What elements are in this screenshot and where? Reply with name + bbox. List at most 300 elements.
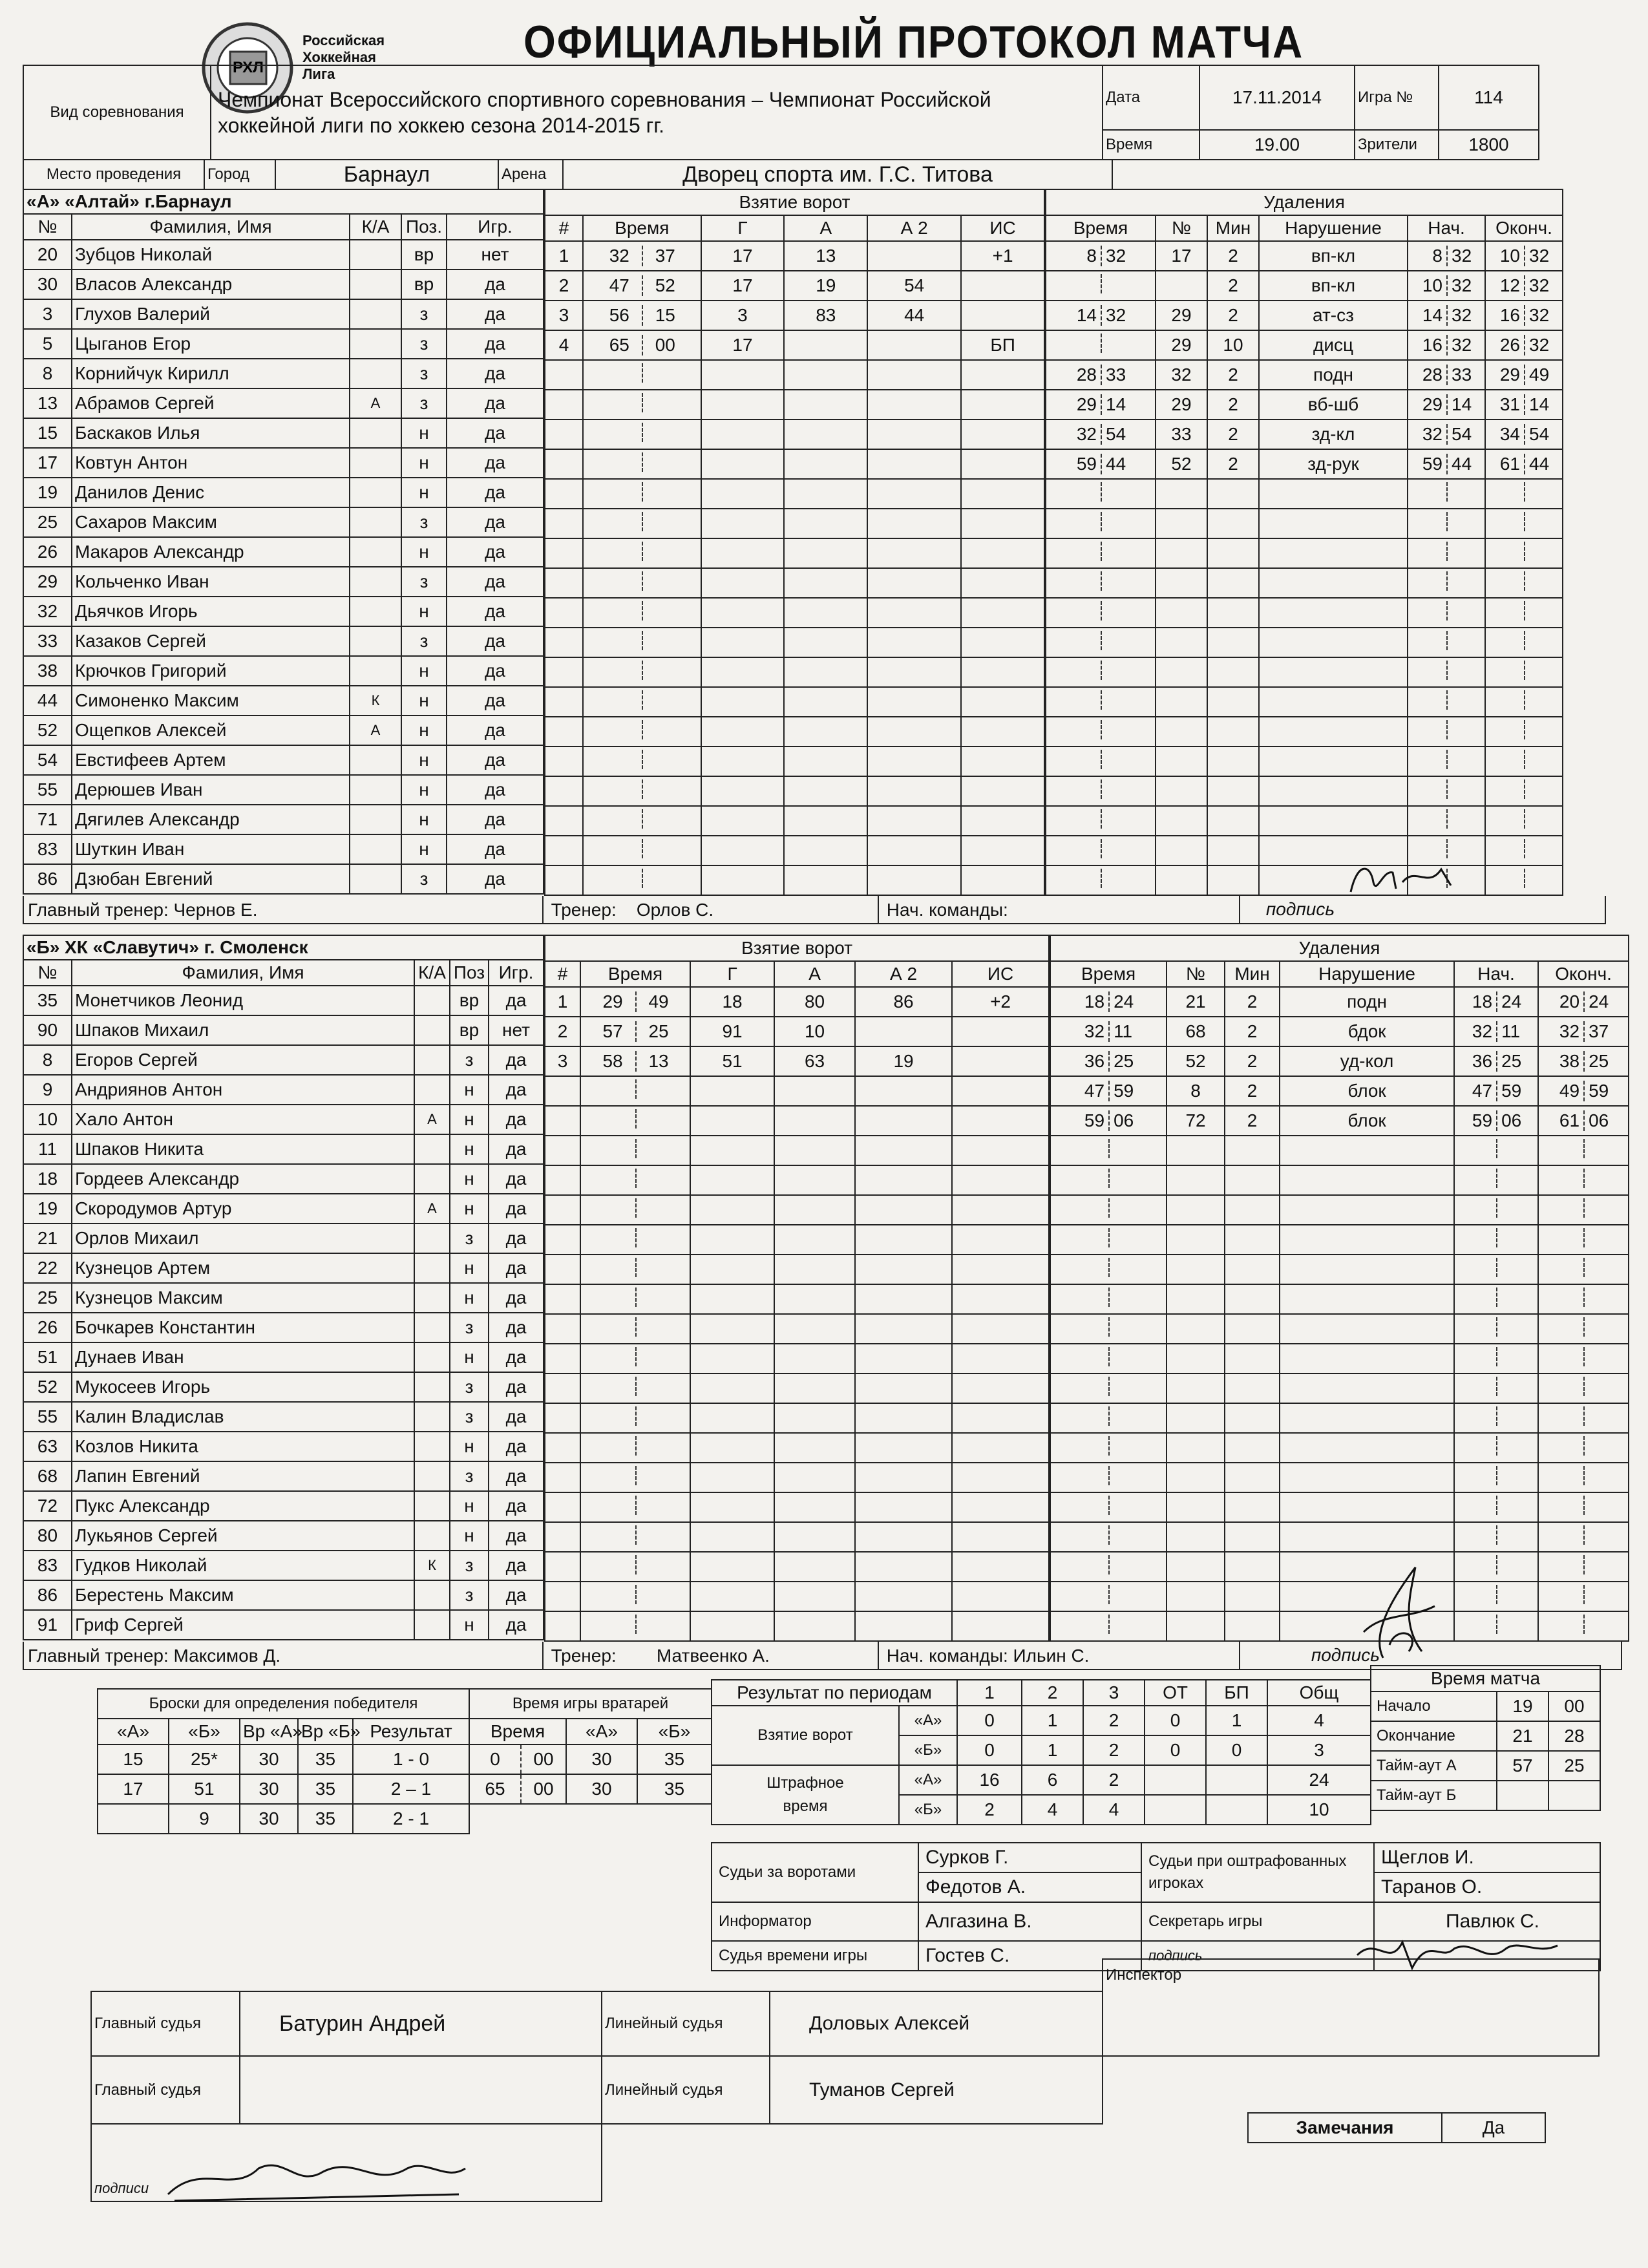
gk-cell: 65 bbox=[469, 1774, 521, 1804]
goal-sep bbox=[642, 542, 687, 561]
player-number: 72 bbox=[23, 1491, 72, 1521]
pen-end-min: 61 bbox=[1499, 454, 1521, 474]
pen-start-sec bbox=[1496, 1585, 1534, 1604]
player-position: з bbox=[401, 626, 447, 656]
player-role bbox=[414, 1134, 450, 1164]
pen-start bbox=[1454, 1433, 1538, 1463]
player-name: Гордеев Александр bbox=[72, 1164, 414, 1194]
match-time-min bbox=[1497, 1781, 1548, 1810]
player-position: н bbox=[450, 1075, 489, 1105]
goal-cell bbox=[855, 1611, 952, 1641]
pen-start bbox=[1454, 1344, 1538, 1373]
player-role: К bbox=[350, 686, 401, 715]
pen-start-sec bbox=[1496, 1139, 1534, 1158]
pen-time-sec: 14 bbox=[1101, 394, 1150, 415]
pen-time-sec bbox=[1108, 1169, 1161, 1188]
date-value: 17.11.2014 bbox=[1199, 65, 1355, 130]
player-played: да bbox=[489, 1372, 544, 1402]
pen-player: 33 bbox=[1156, 419, 1207, 449]
goal-sep bbox=[635, 1139, 681, 1158]
goal-no bbox=[545, 360, 583, 390]
table-row bbox=[23, 715, 544, 745]
pen-player: 29 bbox=[1156, 330, 1207, 360]
pen-minutes bbox=[1225, 1373, 1280, 1403]
goal-cell bbox=[774, 1106, 855, 1136]
pen-time bbox=[1050, 1463, 1167, 1492]
signature-secretary bbox=[1351, 1929, 1564, 1975]
table-row bbox=[545, 865, 1044, 895]
pen-end bbox=[1485, 717, 1563, 747]
player-role: К bbox=[414, 1551, 450, 1580]
timekeeper-label: Судья времени игры bbox=[712, 1941, 918, 1971]
pen-minutes bbox=[1225, 1522, 1280, 1552]
pen-minutes: 2 bbox=[1225, 1076, 1280, 1106]
goal-no bbox=[545, 776, 583, 806]
pen-end bbox=[1485, 747, 1563, 776]
table-row bbox=[23, 567, 544, 597]
game-no-value: 114 bbox=[1439, 65, 1539, 130]
goal-cell bbox=[784, 776, 867, 806]
table-row bbox=[23, 1253, 544, 1283]
goal-no bbox=[545, 1373, 580, 1403]
match-time-label: Начало bbox=[1371, 1691, 1497, 1721]
goal-cell bbox=[961, 449, 1044, 479]
goals-title: Взятие ворот bbox=[545, 935, 1049, 961]
pen-minutes bbox=[1207, 687, 1259, 717]
pen-minutes bbox=[1207, 806, 1259, 836]
goal-cell bbox=[784, 568, 867, 598]
coach-label: Тренер: bbox=[551, 1646, 617, 1666]
pen-player bbox=[1156, 538, 1207, 568]
timekeeper: Гостев С. bbox=[918, 1941, 1141, 1971]
goal-cell bbox=[690, 1492, 774, 1522]
table-row bbox=[545, 657, 1044, 687]
player-role: А bbox=[350, 715, 401, 745]
player-number: 86 bbox=[23, 1580, 72, 1610]
pen-time bbox=[1050, 1403, 1167, 1433]
pen-minutes: 2 bbox=[1207, 271, 1259, 301]
player-position: н bbox=[450, 1253, 489, 1283]
goal-min: 29 bbox=[602, 991, 623, 1012]
table-row bbox=[545, 509, 1044, 538]
pen-time bbox=[1050, 987, 1167, 1017]
signature-b bbox=[1344, 1554, 1448, 1664]
goal-sep bbox=[635, 1585, 681, 1604]
match-time-min: 57 bbox=[1497, 1751, 1548, 1781]
goal-min: 47 bbox=[609, 275, 629, 295]
pen-time bbox=[1050, 1136, 1167, 1165]
col-name: Фамилия, Имя bbox=[72, 214, 350, 240]
table-row bbox=[23, 448, 544, 478]
player-number: 3 bbox=[23, 299, 72, 329]
player-position: з bbox=[401, 507, 447, 537]
pen-start bbox=[1408, 509, 1485, 538]
pen-start-min: 47 bbox=[1472, 1081, 1493, 1101]
col: Вр «А» bbox=[240, 1719, 298, 1744]
pen-end bbox=[1538, 1522, 1629, 1552]
table-row bbox=[545, 747, 1044, 776]
player-played: да bbox=[447, 270, 544, 299]
goal-sec: 25 bbox=[635, 1021, 681, 1042]
goal-cell bbox=[867, 509, 961, 538]
player-name: Шуткин Иван bbox=[72, 834, 350, 864]
shootout-cell: 17 bbox=[98, 1774, 169, 1804]
time-label: Время bbox=[1103, 130, 1199, 160]
cell: 4 bbox=[1022, 1795, 1083, 1825]
secretary: Павлюк С. bbox=[1374, 1902, 1600, 1941]
player-position: н bbox=[401, 537, 447, 567]
goal-cell bbox=[774, 1314, 855, 1344]
table-row bbox=[545, 987, 1049, 1017]
goal-cell bbox=[701, 865, 785, 895]
goal-cell bbox=[784, 628, 867, 657]
goal-cell bbox=[855, 1403, 952, 1433]
pen-end bbox=[1485, 568, 1563, 598]
goal-cell bbox=[690, 1611, 774, 1641]
pen-violation bbox=[1259, 657, 1408, 687]
pen-start bbox=[1408, 271, 1485, 301]
player-role bbox=[350, 507, 401, 537]
player-name: Кольченко Иван bbox=[72, 567, 350, 597]
pen-violation bbox=[1280, 1195, 1454, 1225]
player-played: да bbox=[447, 418, 544, 448]
pen-end-sec: 25 bbox=[1583, 1051, 1623, 1072]
pen-start-min: 14 bbox=[1422, 305, 1442, 325]
pen-start bbox=[1454, 1225, 1538, 1255]
goal-time bbox=[583, 390, 701, 419]
goal-time bbox=[580, 1403, 690, 1433]
player-role bbox=[414, 1313, 450, 1342]
goal-no bbox=[545, 1552, 580, 1582]
team-a-section bbox=[23, 189, 1606, 924]
goal-no bbox=[545, 568, 583, 598]
pen-violation bbox=[1280, 1165, 1454, 1195]
pen-start-sec: 44 bbox=[1446, 454, 1481, 474]
goal-sep bbox=[635, 1079, 681, 1099]
shootout-cell: 51 bbox=[169, 1774, 240, 1804]
player-number: 29 bbox=[23, 567, 72, 597]
goal-time bbox=[583, 509, 701, 538]
team-b-mark: «Б» bbox=[899, 1795, 957, 1825]
player-number: 13 bbox=[23, 388, 72, 418]
pen-start bbox=[1454, 1284, 1538, 1314]
table-row bbox=[1050, 1582, 1629, 1611]
player-role bbox=[350, 656, 401, 686]
goal-no bbox=[545, 1582, 580, 1611]
pen-start-sec bbox=[1496, 1317, 1534, 1337]
pen-end bbox=[1538, 1373, 1629, 1403]
goal-time bbox=[580, 1106, 690, 1136]
match-time-sec: 00 bbox=[1548, 1691, 1600, 1721]
pen-minutes: 2 bbox=[1207, 241, 1259, 271]
pen-time bbox=[1050, 1076, 1167, 1106]
player-played: да bbox=[489, 1164, 544, 1194]
table-row bbox=[545, 1373, 1049, 1403]
shootout-table bbox=[97, 1688, 470, 1834]
player-number: 18 bbox=[23, 1164, 72, 1194]
table-row bbox=[23, 329, 544, 359]
pen-minutes bbox=[1207, 717, 1259, 747]
goal-no bbox=[545, 806, 583, 836]
pen-violation: вп-кл bbox=[1259, 241, 1408, 271]
player-role bbox=[414, 1224, 450, 1253]
pen-end bbox=[1538, 1046, 1629, 1076]
player-role bbox=[350, 626, 401, 656]
pen-end-sec bbox=[1524, 720, 1558, 739]
pen-violation: блок bbox=[1280, 1076, 1454, 1106]
goal-cell bbox=[867, 747, 961, 776]
pen-end bbox=[1485, 301, 1563, 330]
goal-no: 1 bbox=[545, 241, 583, 271]
pen-time bbox=[1046, 776, 1156, 806]
player-number: 30 bbox=[23, 270, 72, 299]
pen-minutes bbox=[1225, 1284, 1280, 1314]
pen-time-sec bbox=[1101, 274, 1150, 293]
player-played: да bbox=[447, 715, 544, 745]
pen-end-sec bbox=[1583, 1228, 1623, 1247]
player-position: з bbox=[450, 1580, 489, 1610]
pen-minutes bbox=[1225, 1165, 1280, 1195]
player-number: 35 bbox=[23, 986, 72, 1015]
pen-violation: дисц bbox=[1259, 330, 1408, 360]
pen-time bbox=[1050, 1255, 1167, 1284]
pen-start-sec: 59 bbox=[1496, 1081, 1534, 1101]
shootout-cell: 30 bbox=[240, 1774, 298, 1804]
pen-time bbox=[1046, 806, 1156, 836]
pen-time bbox=[1046, 360, 1156, 390]
table-row bbox=[1050, 1076, 1629, 1106]
pen-end bbox=[1538, 987, 1629, 1017]
col-no: № bbox=[23, 960, 72, 986]
col-pen-no: № bbox=[1156, 215, 1207, 241]
goal-cell: 91 bbox=[690, 1017, 774, 1046]
match-time-label: Тайм-аут Б bbox=[1371, 1781, 1497, 1810]
goal-cell bbox=[952, 1106, 1049, 1136]
table-row bbox=[1046, 538, 1563, 568]
goal-no bbox=[545, 1255, 580, 1284]
table-row bbox=[1050, 987, 1629, 1017]
goal-no: 4 bbox=[545, 330, 583, 360]
table-row bbox=[98, 1774, 469, 1804]
player-position: н bbox=[401, 478, 447, 507]
goal-sep bbox=[642, 779, 687, 799]
table-row bbox=[1046, 330, 1563, 360]
cell: 2 bbox=[1083, 1765, 1145, 1795]
player-number: 83 bbox=[23, 1551, 72, 1580]
cell: 4 bbox=[1267, 1706, 1371, 1735]
goal-cell bbox=[961, 747, 1044, 776]
goal-time bbox=[580, 1195, 690, 1225]
pen-end-min: 26 bbox=[1499, 335, 1521, 355]
player-role bbox=[414, 1283, 450, 1313]
pen-start-sec: 25 bbox=[1496, 1051, 1534, 1072]
match-time-label: Окончание bbox=[1371, 1721, 1497, 1751]
col-time: Время bbox=[580, 961, 690, 987]
player-position: з bbox=[450, 1313, 489, 1342]
pen-start-sec bbox=[1496, 1496, 1534, 1515]
pen-time-sec bbox=[1101, 839, 1150, 858]
goal-no bbox=[545, 657, 583, 687]
place-table bbox=[23, 159, 1113, 190]
col: ОТ bbox=[1145, 1680, 1206, 1706]
goal-time bbox=[583, 538, 701, 568]
table-row bbox=[23, 1045, 544, 1075]
pen-violation bbox=[1280, 1136, 1454, 1165]
pen-time-sec bbox=[1108, 1615, 1161, 1634]
league-name-line: Российская bbox=[302, 32, 385, 48]
col-g: Г bbox=[701, 215, 785, 241]
table-row bbox=[23, 1224, 544, 1253]
penalty-judge: Щеглов И. bbox=[1374, 1843, 1600, 1872]
player-played: да bbox=[489, 1105, 544, 1134]
pen-time bbox=[1050, 1552, 1167, 1582]
table-row bbox=[1046, 657, 1563, 687]
player-role bbox=[414, 1521, 450, 1551]
shootout-cell: 9 bbox=[169, 1804, 240, 1834]
goal-cell bbox=[961, 509, 1044, 538]
table-row bbox=[1046, 509, 1563, 538]
pen-player: 68 bbox=[1167, 1017, 1225, 1046]
col-name: Фамилия, Имя bbox=[72, 960, 414, 986]
pen-player bbox=[1156, 509, 1207, 538]
table-row bbox=[1046, 390, 1563, 419]
pen-start bbox=[1408, 717, 1485, 747]
player-name: Ковтун Антон bbox=[72, 448, 350, 478]
table-row bbox=[23, 1075, 544, 1105]
player-position: н bbox=[450, 1134, 489, 1164]
pen-player bbox=[1167, 1552, 1225, 1582]
table-row bbox=[23, 1313, 544, 1342]
pen-start bbox=[1408, 628, 1485, 657]
goal-cell bbox=[855, 1225, 952, 1255]
pen-minutes bbox=[1225, 1433, 1280, 1463]
pen-start-sec bbox=[1446, 631, 1481, 650]
pen-minutes bbox=[1207, 657, 1259, 687]
player-number: 38 bbox=[23, 656, 72, 686]
pen-violation bbox=[1259, 568, 1408, 598]
pen-time bbox=[1046, 836, 1156, 865]
team-a-coach: Орлов С. bbox=[636, 900, 714, 920]
table-row bbox=[545, 1165, 1049, 1195]
goal-no: 2 bbox=[545, 1017, 580, 1046]
player-position: з bbox=[450, 1045, 489, 1075]
table-row bbox=[23, 1580, 544, 1610]
player-position: н bbox=[401, 448, 447, 478]
goal-cell bbox=[855, 1433, 952, 1463]
goal-cell bbox=[952, 1225, 1049, 1255]
pen-time-sec: 59 bbox=[1108, 1081, 1161, 1101]
match-time-title: Время матча bbox=[1371, 1666, 1600, 1691]
player-position: з bbox=[450, 1402, 489, 1432]
player-role bbox=[350, 448, 401, 478]
pen-time-sec bbox=[1101, 512, 1150, 531]
table-row bbox=[23, 418, 544, 448]
pen-title: Удаления bbox=[1046, 189, 1563, 215]
goal-cell bbox=[784, 747, 867, 776]
goal-cell bbox=[701, 628, 785, 657]
pen-violation: бдок bbox=[1280, 1017, 1454, 1046]
col: Общ bbox=[1267, 1680, 1371, 1706]
team-a-head-coach: Главный тренер: Чернов Е. bbox=[24, 896, 544, 923]
goal-cell: +1 bbox=[961, 241, 1044, 271]
pen-end-sec bbox=[1524, 542, 1558, 561]
pen-start bbox=[1408, 330, 1485, 360]
goal-cell bbox=[701, 776, 785, 806]
pen-minutes: 2 bbox=[1207, 360, 1259, 390]
goal-cell bbox=[961, 390, 1044, 419]
col-time: Время bbox=[583, 215, 701, 241]
table-row bbox=[1046, 419, 1563, 449]
pen-start bbox=[1408, 657, 1485, 687]
goal-time bbox=[580, 1136, 690, 1165]
pen-end-sec: 14 bbox=[1524, 394, 1558, 415]
pen-end bbox=[1538, 1552, 1629, 1582]
player-role bbox=[350, 567, 401, 597]
goal-time bbox=[580, 1046, 690, 1076]
player-number: 10 bbox=[23, 1105, 72, 1134]
table-row bbox=[1046, 479, 1563, 509]
pen-start-sec: 24 bbox=[1496, 991, 1534, 1012]
player-role bbox=[350, 359, 401, 388]
goal-sep bbox=[635, 1109, 681, 1129]
pen-end-min: 32 bbox=[1559, 1021, 1580, 1041]
city-value: Барнаул bbox=[275, 160, 498, 189]
pen-violation bbox=[1259, 717, 1408, 747]
goal-cell bbox=[855, 1076, 952, 1106]
pen-time-sec: 54 bbox=[1101, 424, 1150, 445]
table-row bbox=[545, 836, 1044, 865]
pen-player bbox=[1156, 598, 1207, 628]
goal-sep bbox=[635, 1347, 681, 1366]
table-row bbox=[1050, 1017, 1629, 1046]
informer: Алгазина В. bbox=[918, 1902, 1141, 1941]
table-row bbox=[545, 330, 1044, 360]
goal-cell bbox=[961, 479, 1044, 509]
player-number: 86 bbox=[23, 864, 72, 894]
pen-start bbox=[1454, 1255, 1538, 1284]
pen-player bbox=[1156, 479, 1207, 509]
goal-cell bbox=[961, 836, 1044, 865]
pen-violation bbox=[1259, 538, 1408, 568]
goal-cell bbox=[784, 330, 867, 360]
table-row bbox=[1046, 836, 1563, 865]
table-row bbox=[1050, 1552, 1629, 1582]
pen-start-sec bbox=[1446, 809, 1481, 829]
pen-player: 32 bbox=[1156, 360, 1207, 390]
pen-start bbox=[1454, 1552, 1538, 1582]
goal-no: 3 bbox=[545, 1046, 580, 1076]
pen-violation bbox=[1280, 1373, 1454, 1403]
goal-sep bbox=[635, 1406, 681, 1426]
player-position: н bbox=[401, 834, 447, 864]
pen-minutes: 2 bbox=[1207, 390, 1259, 419]
goal-cell bbox=[701, 687, 785, 717]
player-played: да bbox=[489, 1194, 544, 1224]
goal-cell bbox=[867, 806, 961, 836]
goal-sec: 49 bbox=[635, 991, 681, 1012]
col-min: Мин bbox=[1225, 961, 1280, 987]
pen-time-sec bbox=[1108, 1377, 1161, 1396]
pen-minutes bbox=[1225, 1225, 1280, 1255]
goal-cell bbox=[952, 1463, 1049, 1492]
pen-time bbox=[1046, 419, 1156, 449]
pen-time-sec: 06 bbox=[1108, 1110, 1161, 1131]
pen-end-sec bbox=[1524, 631, 1558, 650]
table-row bbox=[23, 1194, 544, 1224]
goal-cell bbox=[784, 836, 867, 865]
pen-player: 72 bbox=[1167, 1106, 1225, 1136]
goal-sep bbox=[642, 809, 687, 829]
